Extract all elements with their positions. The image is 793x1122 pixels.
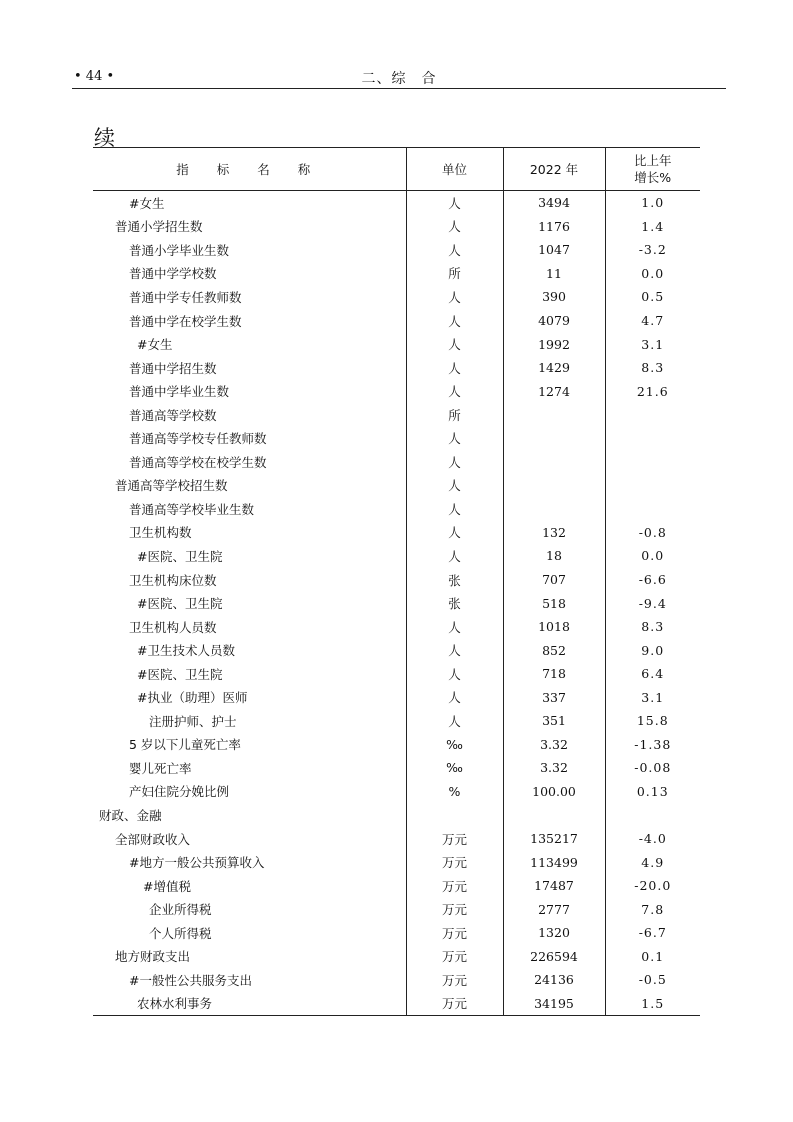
row-change: 4.7 (605, 309, 700, 333)
row-unit (406, 803, 503, 827)
row-value (503, 403, 605, 427)
header-indicator-name (93, 148, 406, 191)
table-row (93, 803, 700, 827)
row-value: 132 (503, 521, 605, 545)
row-unit: 人 (406, 638, 503, 662)
row-change: -3.2 (605, 238, 700, 262)
row-indicator-name: 普通高等学校在校学生数 (129, 454, 267, 470)
row-indicator-name: 普通中学在校学生数 (129, 313, 242, 329)
table-row (93, 780, 700, 804)
continued-label: 续 (94, 126, 115, 150)
row-indicator-name: #一般性公共服务支出 (129, 972, 252, 988)
row-indicator-name: #卫生技术人员数 (137, 643, 235, 659)
row-indicator-name: 个人所得税 (149, 925, 212, 941)
row-indicator-name: 卫生机构床位数 (129, 572, 217, 588)
row-unit: 人 (406, 309, 503, 333)
table-row (93, 309, 700, 333)
row-unit: 万元 (406, 921, 503, 945)
row-value: 337 (503, 685, 605, 709)
row-indicator-name: 普通高等学校毕业生数 (129, 501, 255, 517)
row-indicator-name: 全部财政收入 (115, 831, 191, 847)
row-change: 0.0 (605, 544, 700, 568)
table-row (93, 874, 700, 898)
row-indicator-name: 普通小学招生数 (115, 219, 203, 235)
table-row (93, 215, 700, 239)
row-change (605, 450, 700, 474)
row-indicator-name: #执业（助理）医师 (137, 690, 248, 706)
header-year-value: 2022 年 (503, 148, 605, 191)
row-unit: 人 (406, 356, 503, 380)
row-indicator-name: 普通高等学校专任教师数 (129, 431, 267, 447)
row-indicator-name: 财政、金融 (99, 807, 162, 823)
row-indicator-name: 普通中学毕业生数 (129, 384, 230, 400)
row-indicator-name: #地方一般公共预算收入 (129, 855, 265, 871)
row-change: -0.8 (605, 521, 700, 545)
row-value: 17487 (503, 874, 605, 898)
row-change: -0.5 (605, 968, 700, 992)
table-row (93, 521, 700, 545)
table-row (93, 426, 700, 450)
row-indicator-name: #医院、卫生院 (137, 548, 223, 564)
table-row (93, 850, 700, 874)
row-value: 4079 (503, 309, 605, 333)
row-change: -1.38 (605, 733, 700, 757)
table-row (93, 921, 700, 945)
row-unit: 人 (406, 332, 503, 356)
statistics-table (93, 147, 700, 1016)
row-unit: 人 (406, 497, 503, 521)
table-row (93, 615, 700, 639)
row-indicator-name: 普通小学毕业生数 (129, 242, 230, 258)
row-value (503, 474, 605, 498)
table-row (93, 945, 700, 969)
row-value: 1274 (503, 379, 605, 403)
row-indicator-name: #女生 (137, 337, 173, 353)
row-unit: 人 (406, 426, 503, 450)
row-indicator-name: 企业所得税 (149, 902, 212, 918)
row-change (605, 474, 700, 498)
header-change-line2: 增长% (634, 170, 672, 185)
table-row (93, 591, 700, 615)
table-row (93, 756, 700, 780)
table-row (93, 638, 700, 662)
row-indicator-name: 卫生机构数 (129, 525, 192, 541)
table-row (93, 474, 700, 498)
table-row (93, 450, 700, 474)
row-indicator-name: 普通高等学校数 (129, 407, 217, 423)
row-unit: 张 (406, 568, 503, 592)
row-change: 8.3 (605, 615, 700, 639)
row-value: 1176 (503, 215, 605, 239)
row-change: 0.13 (605, 780, 700, 804)
row-unit: 人 (406, 285, 503, 309)
row-indicator-name: #女生 (129, 195, 165, 211)
row-unit: 人 (406, 474, 503, 498)
row-unit: 所 (406, 403, 503, 427)
header-change-line1: 比上年 (633, 153, 672, 168)
row-unit: 人 (406, 450, 503, 474)
table-row (93, 709, 700, 733)
row-value: 351 (503, 709, 605, 733)
row-change: 7.8 (605, 897, 700, 921)
table-row (93, 191, 700, 215)
row-indicator-name: #医院、卫生院 (137, 596, 223, 612)
table-row (93, 544, 700, 568)
table-row (93, 827, 700, 851)
row-value: 100.00 (503, 780, 605, 804)
row-indicator-name: 普通中学学校数 (129, 266, 217, 282)
row-value: 34195 (503, 992, 605, 1016)
table-row (93, 332, 700, 356)
row-unit: 万元 (406, 992, 503, 1016)
row-unit: 张 (406, 591, 503, 615)
row-value: 135217 (503, 827, 605, 851)
row-value: 18 (503, 544, 605, 568)
row-change: 0.0 (605, 262, 700, 286)
row-unit: % (406, 780, 503, 804)
row-change: 21.6 (605, 379, 700, 403)
row-value (503, 497, 605, 521)
row-change: -20.0 (605, 874, 700, 898)
row-change: 4.9 (605, 850, 700, 874)
table-row (93, 285, 700, 309)
row-unit: 人 (406, 215, 503, 239)
row-unit: 人 (406, 544, 503, 568)
row-value (503, 450, 605, 474)
table-row (93, 403, 700, 427)
section-title: 二、综 合 (361, 71, 437, 87)
row-change: 3.1 (605, 685, 700, 709)
row-change: -6.7 (605, 921, 700, 945)
row-unit: 万元 (406, 968, 503, 992)
row-value: 2777 (503, 897, 605, 921)
row-value: 1047 (503, 238, 605, 262)
row-unit: 万元 (406, 897, 503, 921)
row-indicator-name: 产妇住院分娩比例 (129, 784, 230, 800)
row-value (503, 426, 605, 450)
page-number: • 44 • (74, 69, 115, 84)
row-unit: 人 (406, 709, 503, 733)
row-value: 11 (503, 262, 605, 286)
row-unit: ‰ (406, 733, 503, 757)
row-change (605, 497, 700, 521)
table-row (93, 238, 700, 262)
header-indicator-name-text: 指 标 名 称 (176, 161, 323, 177)
row-change: 0.1 (605, 945, 700, 969)
row-change: 1.4 (605, 215, 700, 239)
table-row (93, 733, 700, 757)
row-value: 1992 (503, 332, 605, 356)
row-indicator-name: 5 岁以下儿童死亡率 (129, 737, 241, 753)
row-unit: 人 (406, 615, 503, 639)
row-indicator-name: 婴儿死亡率 (129, 760, 192, 776)
row-value: 707 (503, 568, 605, 592)
row-value: 226594 (503, 945, 605, 969)
row-change: 0.5 (605, 285, 700, 309)
row-change: -4.0 (605, 827, 700, 851)
table-row (93, 662, 700, 686)
row-value: 1429 (503, 356, 605, 380)
table-row (93, 992, 700, 1016)
row-unit: 万元 (406, 874, 503, 898)
row-unit: 人 (406, 238, 503, 262)
row-value (503, 803, 605, 827)
row-indicator-name: #增值税 (143, 878, 191, 894)
row-unit: 人 (406, 191, 503, 215)
row-unit: 人 (406, 685, 503, 709)
table-body (93, 191, 700, 1016)
row-unit: 人 (406, 521, 503, 545)
row-indicator-name: 农林水利事务 (93, 992, 406, 1016)
row-change: 3.1 (605, 332, 700, 356)
row-unit: 所 (406, 262, 503, 286)
row-indicator-name: 卫生机构人员数 (129, 619, 217, 635)
row-change: 9.0 (605, 638, 700, 662)
row-unit: 万元 (406, 945, 503, 969)
row-value: 24136 (503, 968, 605, 992)
row-change: 8.3 (605, 356, 700, 380)
row-change: 6.4 (605, 662, 700, 686)
row-value: 3494 (503, 191, 605, 215)
row-unit: ‰ (406, 756, 503, 780)
row-indicator-name: 注册护师、护士 (149, 713, 237, 729)
table-row (93, 262, 700, 286)
row-change: -0.08 (605, 756, 700, 780)
row-indicator-name: 普通中学专任教师数 (129, 289, 242, 305)
header-change (605, 148, 700, 191)
row-indicator-name: 普通中学招生数 (129, 360, 217, 376)
header-unit: 单位 (406, 148, 503, 191)
table-header-row (93, 148, 700, 191)
table-row (93, 356, 700, 380)
row-change (605, 803, 700, 827)
row-value: 518 (503, 591, 605, 615)
row-value: 3.32 (503, 756, 605, 780)
row-value: 3.32 (503, 733, 605, 757)
row-indicator-name: 普通高等学校招生数 (115, 478, 228, 494)
row-value: 1320 (503, 921, 605, 945)
row-value: 718 (503, 662, 605, 686)
table-row (93, 497, 700, 521)
row-indicator-name: 地方财政支出 (115, 949, 191, 965)
table-row (93, 685, 700, 709)
page-header (72, 66, 726, 89)
row-change: 15.8 (605, 709, 700, 733)
table-row (93, 897, 700, 921)
row-change: 1.5 (605, 992, 700, 1016)
row-change: -6.6 (605, 568, 700, 592)
row-unit: 万元 (406, 827, 503, 851)
row-change: -9.4 (605, 591, 700, 615)
row-change (605, 426, 700, 450)
row-value: 113499 (503, 850, 605, 874)
row-value: 852 (503, 638, 605, 662)
table-row (93, 968, 700, 992)
row-value: 1018 (503, 615, 605, 639)
row-change: 1.0 (605, 191, 700, 215)
row-value: 390 (503, 285, 605, 309)
row-change (605, 403, 700, 427)
row-unit: 万元 (406, 850, 503, 874)
table-row (93, 568, 700, 592)
row-unit: 人 (406, 662, 503, 686)
row-indicator-name: #医院、卫生院 (137, 666, 223, 682)
table-row (93, 379, 700, 403)
row-unit: 人 (406, 379, 503, 403)
